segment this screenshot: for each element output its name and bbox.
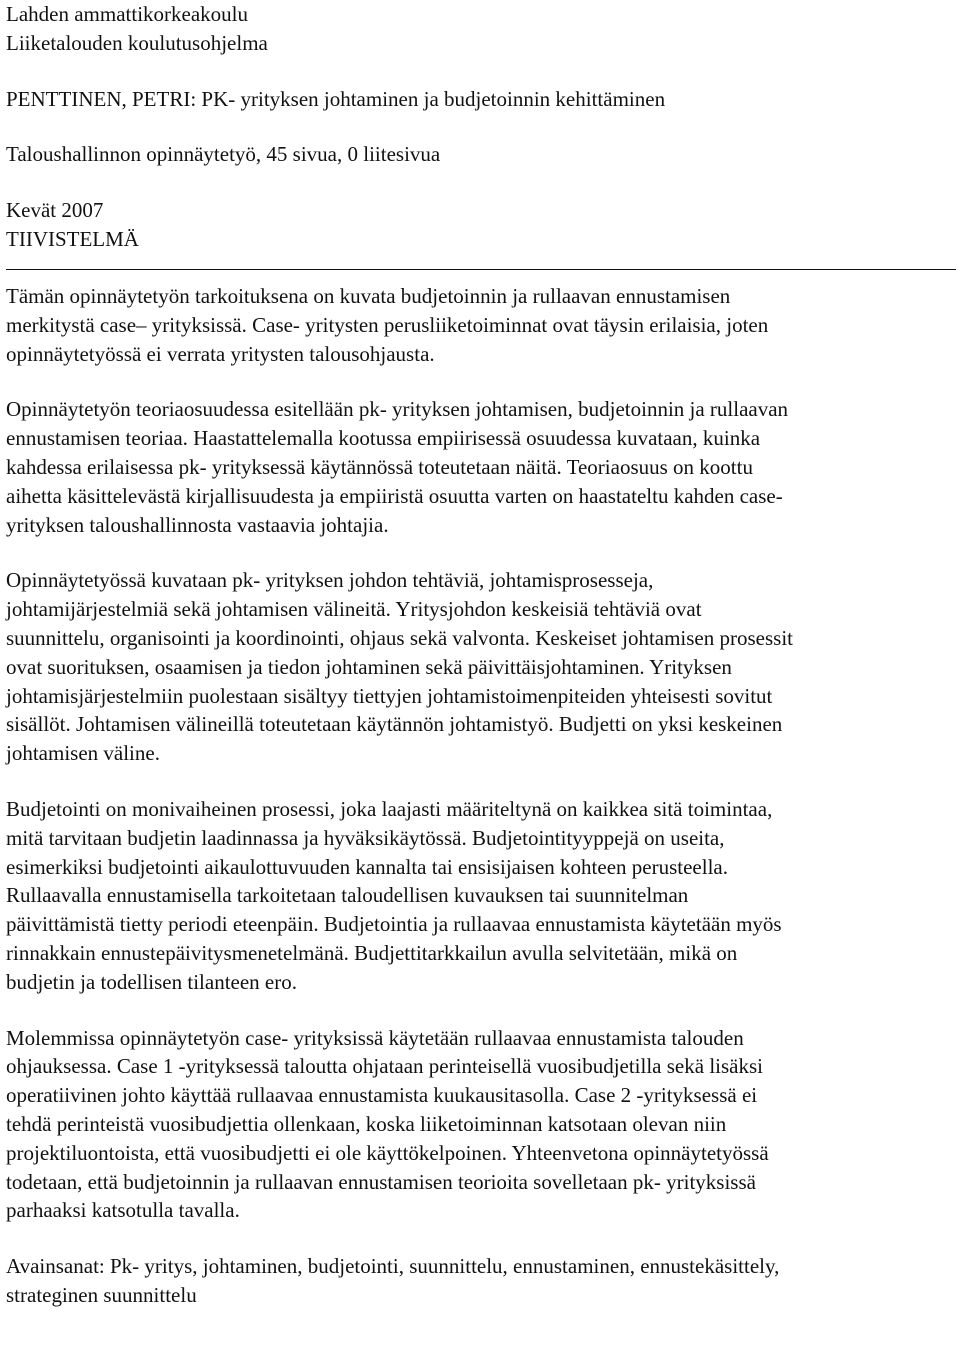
paragraph-line: Budjetointi on monivaiheinen prosessi, joka laajasti määriteltynä on kaikkea sitä toimintaa, [6,796,773,821]
keywords-paragraph [6,1252,956,1310]
author-and-title: PENTTINEN, PETRI: PK- yrityksen johtaminen ja budjetoinnin kehittäminen [6,86,666,111]
paragraph-line: Opinnäytetyön teoriaosuudessa esitellään pk- yrityksen johtamisen, budjetoinnin ja rullaavan [6,397,789,422]
paragraph-line: opinnäytetyössä ei verrata yritysten talousohjausta. [6,341,435,366]
paragraph-line: ovat suorituksen, osaamisen ja tiedon johtaminen sekä päivittäisjohtaminen. Yrityksen [6,654,732,679]
paragraph-line: kahdessa erilaisessa pk- yrityksessä käytännössä toteutetaan näitä. Teoriaosuus on koottu [6,454,753,479]
paragraph-line: ennustamisen teoriaa. Haastattelemalla kootussa empiirisessä osuudessa kuvataan, kuinka [6,426,761,451]
paragraph-line: operatiivinen johto käyttää rullaavaa ennustamista kuukausitasolla. Case 2 -yrityksessä ei [6,1083,758,1108]
paragraph-line: johtamisjärjestelmiin puolestaan sisältyy tiettyjen johtamistoimenpiteiden yhteisesti sovitut [6,683,773,708]
paragraph-line: tehdä perinteistä vuosibudjettia ollenkaan, koska liiketoiminnan katsotaan olevan niin [6,1111,727,1136]
abstract-paragraph-1 [6,282,956,368]
thesis-date: Kevät 2007 [6,198,104,223]
paragraph-line: Opinnäytetyössä kuvataan pk- yrityksen johdon tehtäviä, johtamisprosesseja, [6,568,654,593]
paragraph-line: budjetin ja todellisen tilanteen ero. [6,969,297,994]
paragraph-line: johtamisen väline. [6,741,160,766]
thesis-title-block [6,85,956,114]
abstract-paragraph-5 [6,1024,956,1226]
thesis-type-and-pages: Taloushallinnon opinnäytetyö, 45 sivua, 0 liitesivua [6,142,441,167]
paragraph-line: esimerkiksi budjetointi aikaulottuvuuden kannalta tai ensisijaisen kohteen perusteella. [6,854,728,879]
document-page [6,0,956,1307]
date-and-heading-block [6,196,956,254]
paragraph-line: ohjauksessa. Case 1 -yrityksessä taloutta ohjataan perinteisellä vuosibudjetilla sekä lisäksi [6,1054,763,1079]
paragraph-line: suunnittelu, organisointi ja koordinointi, ohjaus sekä valvonta. Keskeiset johtamisen prosessit [6,625,794,650]
institution-name: Lahden ammattikorkeakoulu [6,2,249,26]
keywords-line: strateginen suunnittelu [6,1282,197,1307]
paragraph-line: projektiluontoista, että vuosibudjetti ei ole käyttökelpoinen. Yhteenvetona opinnäytetyössä [6,1140,769,1165]
paragraph-line: Tämän opinnäytetyön tarkoituksena on kuvata budjetoinnin ja rullaavan ennustamisen [6,284,731,308]
paragraph-line: mitä tarvitaan budjetin laadinnassa ja hyväksikäytössä. Budjetointityyppejä on useita, [6,825,725,850]
paragraph-line: parhaaksi katsotulla tavalla. [6,1198,240,1223]
paragraph-line: rinnakkain ennustepäivitysmenetelmänä. Budjettitarkkailun avulla selvitetään, mikä on [6,940,738,965]
paragraph-line: yrityksen taloushallinnosta vastaavia johtajia. [6,512,389,537]
programme-name: Liiketalouden koulutusohjelma [6,30,268,55]
paragraph-line: todetaan, että budjetoinnin ja rullaavan ennustamisen teorioita sovelletaan pk- yrityksissä [6,1169,756,1194]
keywords-line: Avainsanat: Pk- yritys, johtaminen, budjetointi, suunnittelu, ennustaminen, ennustekäsittely, [6,1254,780,1279]
paragraph-line: päivittämistä tietty periodi eteenpäin. Budjetointia ja rullaavaa ennustamista käytetään myös [6,912,782,937]
paragraph-line: johtamijärjestelmiä sekä johtamisen välineitä. Yritysjohdon keskeisiä tehtäviä ovat [6,597,702,622]
abstract-paragraph-2 [6,395,956,539]
paragraph-line: sisällöt. Johtamisen välineillä toteutetaan käytännön johtamistyö. Budjetti on yksi keskeinen [6,712,783,737]
section-heading: TIIVISTELMÄ [6,226,139,251]
paragraph-line: aihetta käsittelevästä kirjallisuudesta ja empiiristä osuutta varten on haastateltu kahden case- [6,483,783,508]
abstract-body [6,282,956,1310]
horizontal-divider [6,269,956,270]
abstract-paragraph-3 [6,566,956,768]
paragraph-line: Molemmissa opinnäytetyön case- yrityksissä käytetään rullaavaa ennustamista talouden [6,1025,744,1050]
abstract-paragraph-4 [6,795,956,997]
paragraph-line: Rullaavalla ennustamisella tarkoitetaan taloudellisen kuvauksen tai suunnitelman [6,883,689,908]
thesis-type-block [6,140,956,169]
paragraph-line: merkitystä case– yrityksissä. Case- yritysten perusliiketoiminnat ovat täysin erilaisia, joten [6,312,769,337]
document-header [6,0,956,58]
